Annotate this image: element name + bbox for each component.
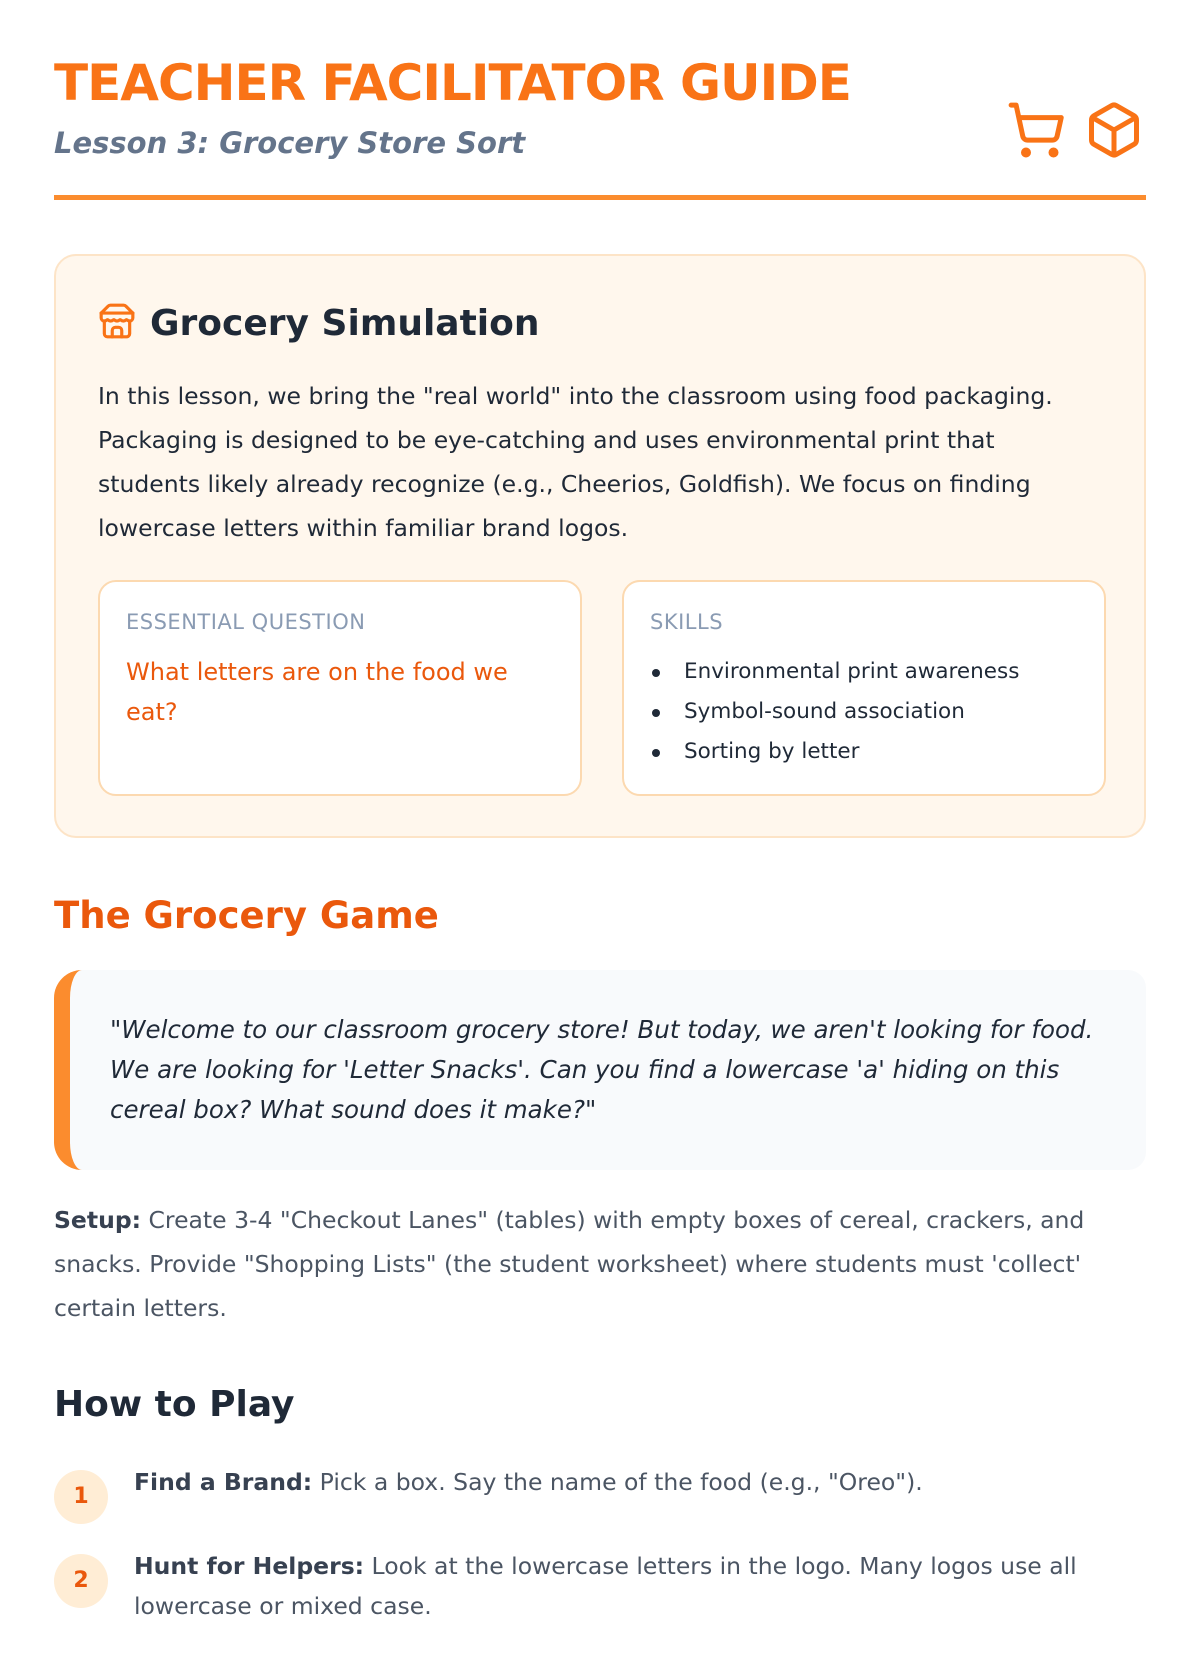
shopping-cart-icon <box>1006 100 1066 160</box>
how-to-play-steps <box>54 1462 1146 1656</box>
lesson-subtitle: Lesson 3: Grocery Store Sort <box>54 126 526 160</box>
step-number-badge: 2 <box>54 1554 108 1608</box>
skill-item: Environmental print awareness <box>650 652 1078 692</box>
quote-text: "Welcome to our classroom grocery store! But today, we aren't looking for food. We are looking for 'Letter Snacks'. Can you find a lowercase 'a' hiding on this cereal box? What sound does it make?" <box>110 1015 1094 1124</box>
step-item <box>54 1546 1146 1626</box>
store-icon <box>98 302 136 344</box>
skill-item: Symbol-sound association <box>650 692 1078 732</box>
grocery-simulation-card <box>54 254 1146 838</box>
step-text: Pick a box. Say the name of the food (e.g., "Oreo"). <box>312 1468 923 1496</box>
skills-box <box>622 580 1106 796</box>
header-icons <box>1006 100 1144 160</box>
box-icon <box>1084 100 1144 160</box>
step-label: Find a Brand: <box>134 1468 313 1496</box>
setup-paragraph <box>54 1198 1146 1330</box>
essential-question-text: What letters are on the food we eat? <box>126 658 508 726</box>
teacher-script-quote <box>54 970 1146 1170</box>
step-text: Look at the lowercase letters in the logo. Many logos use all lowercase or mixed case. <box>134 1552 1077 1620</box>
step-label: Hunt for Helpers: <box>134 1552 365 1580</box>
setup-text: Create 3-4 "Checkout Lanes" (tables) with empty boxes of cereal, crackers, and snacks. Provide "Shopping Lists" (the student worksheet) where students must 'collect' certain letters. <box>54 1206 1085 1322</box>
simulation-description: In this lesson, we bring the "real world" into the classroom using food packaging. Packaging is designed to be eye-catching and uses environmental print that students likely already recognize (e.g., Cheerios, Goldfish). We focus on finding lowercase letters within familiar brand logos. <box>98 382 1053 542</box>
grocery-game-heading: The Grocery Game <box>54 894 439 937</box>
skills-list <box>650 652 1078 772</box>
guide-header <box>54 0 1146 200</box>
how-to-play-heading: How to Play <box>54 1384 295 1425</box>
page-title: TEACHER FACILITATOR GUIDE <box>54 54 851 112</box>
simulation-heading <box>98 302 540 344</box>
essential-question-box <box>98 580 582 796</box>
simulation-title: Grocery Simulation <box>150 302 540 344</box>
step-item <box>54 1462 1146 1516</box>
skill-item: Sorting by letter <box>650 732 1078 772</box>
skills-label: SKILLS <box>650 610 724 634</box>
step-number-badge: 1 <box>54 1470 108 1524</box>
setup-label: Setup: <box>54 1206 142 1234</box>
essential-question-label: ESSENTIAL QUESTION <box>126 610 366 634</box>
facilitator-guide-page <box>54 0 1146 1620</box>
